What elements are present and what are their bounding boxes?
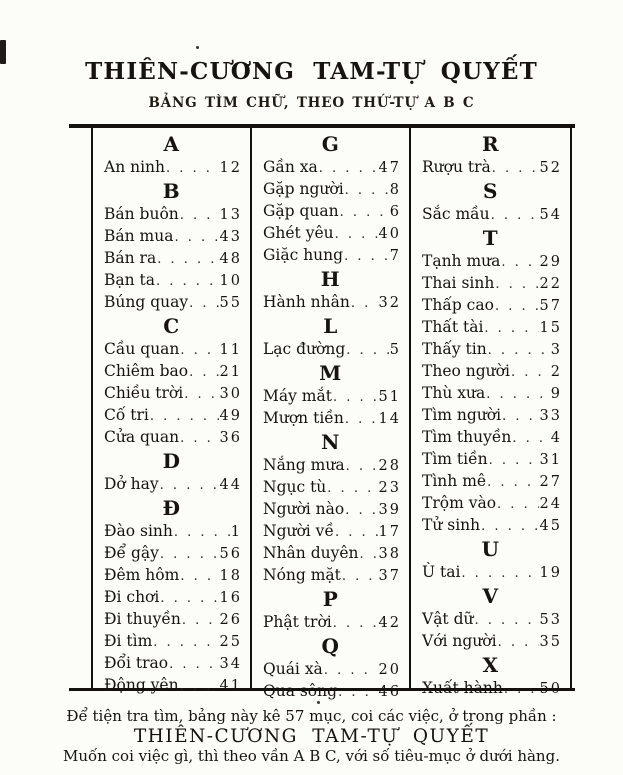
section-letter-U: U xyxy=(481,537,500,561)
entry-page-number: 39 xyxy=(378,502,401,518)
index-entry xyxy=(93,474,250,496)
entry-label: Cố tri xyxy=(104,406,149,424)
entry-label: Phật trời xyxy=(263,613,332,631)
section-letter-A: A xyxy=(163,132,180,156)
leader-dots xyxy=(484,319,538,339)
index-entry xyxy=(411,427,570,449)
entry-label: Bán mua xyxy=(104,227,174,245)
entry-page-number: 31 xyxy=(539,452,562,468)
entry-label: Thấp cao xyxy=(422,296,494,314)
leader-dots xyxy=(335,225,378,245)
entry-label: Chiều trời xyxy=(104,384,184,402)
index-entry xyxy=(252,455,409,477)
entry-page-number: 43 xyxy=(219,229,242,245)
footer-line-2: THIÊN-CƯƠNG TAM-TỰ QUYẾT xyxy=(133,726,490,747)
index-entry xyxy=(252,157,409,179)
entry-page-number: 57 xyxy=(539,298,562,314)
leader-dots xyxy=(475,611,539,631)
index-entry xyxy=(252,223,409,245)
entry-page-number: 14 xyxy=(378,411,401,427)
index-entry xyxy=(411,273,570,295)
section-letter-C: C xyxy=(163,314,180,338)
entry-label: Ngục tù xyxy=(263,478,327,496)
entry-label: Nhân duyên xyxy=(263,544,359,562)
entry-label: Tìm thuyền xyxy=(422,428,512,446)
entry-page-number: 22 xyxy=(539,276,562,292)
leader-dots xyxy=(150,407,219,427)
index-entry xyxy=(252,292,409,314)
entry-page-number: 24 xyxy=(539,496,562,512)
leader-dots xyxy=(160,476,219,496)
index-entry xyxy=(93,383,250,405)
index-entry xyxy=(93,675,250,697)
entry-label: Chiêm bao xyxy=(104,362,189,380)
index-entry xyxy=(411,449,570,471)
section-letter-B: B xyxy=(162,179,181,203)
entry-page-number: 52 xyxy=(539,160,562,176)
index-entry xyxy=(411,515,570,537)
index-entry xyxy=(93,587,250,609)
section-letter-H: H xyxy=(320,267,341,291)
entry-label: Tìm tiền xyxy=(422,450,488,468)
leader-dots xyxy=(344,247,389,267)
entry-page-number: 6 xyxy=(389,204,401,220)
entry-label: Búng quay xyxy=(104,293,189,311)
index-entry xyxy=(411,562,570,584)
entry-label: Người về xyxy=(263,522,334,540)
entry-label: Nóng mặt xyxy=(263,566,341,584)
leader-dots xyxy=(180,341,218,361)
index-entry xyxy=(93,248,250,270)
entry-label: Để gậy xyxy=(104,544,159,562)
leader-dots xyxy=(495,297,539,317)
index-entry xyxy=(252,543,409,565)
entry-page-number: 55 xyxy=(219,295,242,311)
entry-page-number: 9 xyxy=(550,386,562,402)
entry-label: Bán ra xyxy=(104,249,157,267)
entry-label: Nắng mưa xyxy=(263,456,345,474)
leader-dots xyxy=(319,159,378,179)
leader-dots xyxy=(487,473,538,493)
entry-page-number: 11 xyxy=(219,342,242,358)
leader-dots xyxy=(488,341,550,361)
entry-label: Đi tìm xyxy=(104,632,153,650)
entry-page-number: 3 xyxy=(550,342,562,358)
entry-page-number: 38 xyxy=(378,546,401,562)
leader-dots xyxy=(166,159,219,179)
leader-dots xyxy=(346,457,378,477)
entry-label: Quái xà xyxy=(263,660,323,678)
entry-page-number: 8 xyxy=(389,182,401,198)
entry-label: Đi chơi xyxy=(104,588,160,606)
leader-dots xyxy=(333,388,378,408)
index-entry xyxy=(93,204,250,226)
index-entry xyxy=(252,521,409,543)
entry-page-number: 46 xyxy=(378,684,401,700)
entry-label: Đi thuyền xyxy=(104,610,181,628)
index-entry xyxy=(411,631,570,653)
leader-dots xyxy=(495,275,538,295)
index-entry xyxy=(252,659,409,681)
index-entry xyxy=(411,204,570,226)
entry-label: Giặc hung xyxy=(263,246,344,264)
entry-page-number: 33 xyxy=(539,408,562,424)
entry-page-number: 19 xyxy=(539,565,562,581)
index-table xyxy=(91,128,572,700)
entry-page-number: 30 xyxy=(219,386,242,402)
leader-dots xyxy=(327,479,377,499)
leader-dots xyxy=(345,181,389,201)
entry-label: Mượn tiền xyxy=(263,409,344,427)
leader-dots xyxy=(492,159,539,179)
index-entry xyxy=(93,157,250,179)
entry-label: Cửa quan xyxy=(104,428,180,446)
entry-page-number: 49 xyxy=(219,408,242,424)
page-title: THIÊN-CƯƠNG TAM-TỰ QUYẾT xyxy=(85,58,538,85)
entry-label: Thất tài xyxy=(422,318,484,336)
index-entry xyxy=(93,226,250,248)
leader-dots xyxy=(189,363,218,383)
entry-label: Lạc đường xyxy=(263,340,346,358)
index-entry xyxy=(252,408,409,430)
index-entry xyxy=(93,339,250,361)
section-letter-P: P xyxy=(322,587,339,611)
entry-page-number: 37 xyxy=(378,568,401,584)
index-entry xyxy=(411,609,570,631)
index-entry xyxy=(411,339,570,361)
section-letter-V: V xyxy=(482,584,499,608)
leader-dots xyxy=(333,614,378,634)
section-letter-S: S xyxy=(483,179,498,203)
entry-page-number: 5 xyxy=(389,342,401,358)
index-entry xyxy=(411,157,570,179)
leader-dots xyxy=(160,589,218,609)
entry-label: Đêm hôm xyxy=(104,566,180,584)
section-letter-L: L xyxy=(323,314,338,338)
entry-page-number: 25 xyxy=(219,634,242,650)
entry-page-number: 56 xyxy=(219,546,242,562)
leader-dots xyxy=(346,341,388,361)
footer-note xyxy=(0,707,623,766)
entry-page-number: 50 xyxy=(539,681,562,697)
footer-line-1: Để tiện tra tìm, bảng này kê 57 mục, coi các việc, ở trong phần : xyxy=(66,707,557,725)
entry-label: Tạnh mưa xyxy=(422,252,501,270)
entry-page-number: 16 xyxy=(219,590,242,606)
leader-dots xyxy=(338,683,377,703)
entry-page-number: 10 xyxy=(219,273,242,289)
entry-page-number: 21 xyxy=(219,364,242,380)
entry-label: Sắc mầu xyxy=(422,205,490,223)
leader-dots xyxy=(461,564,538,584)
entry-page-number: 36 xyxy=(219,430,242,446)
leader-dots xyxy=(489,451,539,471)
entry-page-number: 18 xyxy=(219,568,242,584)
entry-page-number: 53 xyxy=(539,612,562,628)
entry-label: An ninh xyxy=(104,158,166,176)
entry-page-number: 7 xyxy=(389,248,401,264)
entry-page-number: 34 xyxy=(219,656,242,672)
entry-label: Thai sinh xyxy=(422,274,495,292)
entry-page-number: 47 xyxy=(378,160,401,176)
entry-label: Theo người xyxy=(422,362,510,380)
section-letter-D: D xyxy=(162,449,181,473)
section-letter-T: T xyxy=(482,226,499,250)
index-entry xyxy=(93,292,250,314)
index-entry xyxy=(93,653,250,675)
entry-label: Thù xưa xyxy=(422,384,486,402)
index-entry xyxy=(252,499,409,521)
entry-page-number: 54 xyxy=(539,207,562,223)
entry-page-number: 32 xyxy=(378,295,401,311)
entry-page-number: 12 xyxy=(219,160,242,176)
section-letter-Q: Q xyxy=(321,634,340,658)
index-entry xyxy=(411,251,570,273)
leader-dots xyxy=(156,272,219,292)
leader-dots xyxy=(512,429,549,449)
leader-dots xyxy=(180,429,218,449)
section-letter-M: M xyxy=(319,361,342,385)
leader-dots xyxy=(498,633,539,653)
index-entry xyxy=(252,201,409,223)
leader-dots xyxy=(345,410,378,430)
entry-label: Với người xyxy=(422,632,497,650)
entry-page-number: 17 xyxy=(378,524,401,540)
entry-label: Xuất hành xyxy=(422,679,503,697)
table-column-3 xyxy=(411,128,572,697)
entry-page-number: 28 xyxy=(378,458,401,474)
section-letter-N: N xyxy=(321,430,340,454)
entry-label: Tử sinh xyxy=(422,516,481,534)
index-entry xyxy=(93,361,250,383)
index-entry xyxy=(411,471,570,493)
index-entry xyxy=(93,405,250,427)
index-entry xyxy=(411,678,570,700)
entry-label: Qua sông xyxy=(263,682,338,700)
entry-label: Cầu quan xyxy=(104,340,180,358)
index-entry xyxy=(93,270,250,292)
page-subtitle: BẢNG TÌM CHỮ, THEO THỨ-TỰ A B C xyxy=(148,95,475,111)
entry-label: Gần xa xyxy=(263,158,318,176)
leader-dots xyxy=(481,517,538,537)
entry-label: Gặp quan xyxy=(263,202,339,220)
section-letter-Đ: Đ xyxy=(162,496,181,520)
entry-label: Đổi trao xyxy=(104,654,169,672)
index-entry xyxy=(93,543,250,565)
leader-dots xyxy=(174,228,218,248)
section-letter-R: R xyxy=(481,132,500,156)
leader-dots xyxy=(324,661,378,681)
entry-label: Đào sinh xyxy=(104,522,173,540)
index-entry xyxy=(252,565,409,587)
entry-page-number: 44 xyxy=(219,477,242,493)
leader-dots xyxy=(180,206,219,226)
index-entry xyxy=(252,179,409,201)
index-entry xyxy=(93,427,250,449)
leader-dots xyxy=(180,677,219,697)
entry-page-number: 29 xyxy=(539,254,562,270)
entry-label: Vật dữ xyxy=(422,610,474,628)
footer-line-3: Muốn coi việc gì, thì theo vần A B C, với số tiêu-mục ở dưới hàng. xyxy=(63,747,560,765)
entry-page-number: 4 xyxy=(550,430,562,446)
entry-page-number: 13 xyxy=(219,207,242,223)
leader-dots xyxy=(345,501,377,521)
section-letter-X: X xyxy=(482,653,499,677)
index-entry xyxy=(252,477,409,499)
leader-dots xyxy=(189,294,218,314)
leader-dots xyxy=(153,633,218,653)
entry-label: Hành nhân xyxy=(263,293,350,311)
leader-dots xyxy=(497,495,539,515)
leader-dots xyxy=(511,363,550,383)
entry-label: Dở hay xyxy=(104,475,159,493)
entry-label: Rượu trà xyxy=(422,158,491,176)
leader-dots xyxy=(504,680,539,700)
entry-page-number: 15 xyxy=(539,320,562,336)
scan-speck xyxy=(196,46,199,49)
index-entry xyxy=(411,493,570,515)
index-entry xyxy=(93,521,250,543)
leader-dots xyxy=(335,523,378,543)
entry-label: Máy mắt xyxy=(263,387,332,405)
entry-page-number: 26 xyxy=(219,612,242,628)
entry-page-number: 40 xyxy=(378,226,401,242)
index-entry xyxy=(93,565,250,587)
index-entry xyxy=(93,609,250,631)
entry-label: Gặp người xyxy=(263,180,344,198)
entry-page-number: 42 xyxy=(378,615,401,631)
entry-label: Bán buôn xyxy=(104,205,179,223)
leader-dots xyxy=(340,203,389,223)
leader-dots xyxy=(342,567,378,587)
leader-dots xyxy=(491,206,539,226)
index-table-frame xyxy=(69,124,575,700)
leader-dots xyxy=(486,385,550,405)
leader-dots xyxy=(182,611,219,631)
index-entry xyxy=(411,317,570,339)
leader-dots xyxy=(502,407,538,427)
entry-label: Động yên xyxy=(104,676,179,694)
entry-label: Bạn ta xyxy=(104,271,156,289)
entry-label: Ghét yêu xyxy=(263,224,334,242)
entry-label: Thấy tin xyxy=(422,340,487,358)
entry-page-number: 23 xyxy=(378,480,401,496)
index-entry xyxy=(411,295,570,317)
index-entry xyxy=(252,339,409,361)
entry-page-number: 2 xyxy=(550,364,562,380)
leader-dots xyxy=(360,545,378,565)
index-entry xyxy=(252,612,409,634)
entry-label: Trộm vào xyxy=(422,494,497,512)
leader-dots xyxy=(174,523,230,543)
entry-page-number: 41 xyxy=(219,678,242,694)
entry-label: Tình mê xyxy=(422,472,487,490)
leader-dots xyxy=(184,385,218,405)
leader-dots xyxy=(160,545,219,565)
leader-dots xyxy=(501,253,538,273)
entry-page-number: 27 xyxy=(539,474,562,490)
entry-page-number: 35 xyxy=(539,634,562,650)
index-entry xyxy=(93,631,250,653)
leader-dots xyxy=(157,250,218,270)
table-column-2 xyxy=(252,128,411,700)
leader-dots xyxy=(180,567,218,587)
index-entry xyxy=(252,681,409,703)
entry-page-number: 51 xyxy=(378,389,401,405)
leader-dots xyxy=(169,655,218,675)
leader-dots xyxy=(351,294,378,314)
entry-label: Người nào xyxy=(263,500,345,518)
entry-page-number: 20 xyxy=(378,662,401,678)
entry-label: Ù tai xyxy=(422,563,461,581)
entry-page-number: 48 xyxy=(219,251,242,267)
index-entry xyxy=(411,383,570,405)
index-entry xyxy=(252,245,409,267)
entry-page-number: 45 xyxy=(539,518,562,534)
table-column-1 xyxy=(91,128,252,694)
section-letter-G: G xyxy=(321,132,340,156)
index-entry xyxy=(411,361,570,383)
index-entry xyxy=(411,405,570,427)
index-entry xyxy=(252,386,409,408)
entry-label: Tìm người xyxy=(422,406,502,424)
entry-page-number: 1 xyxy=(230,524,242,540)
